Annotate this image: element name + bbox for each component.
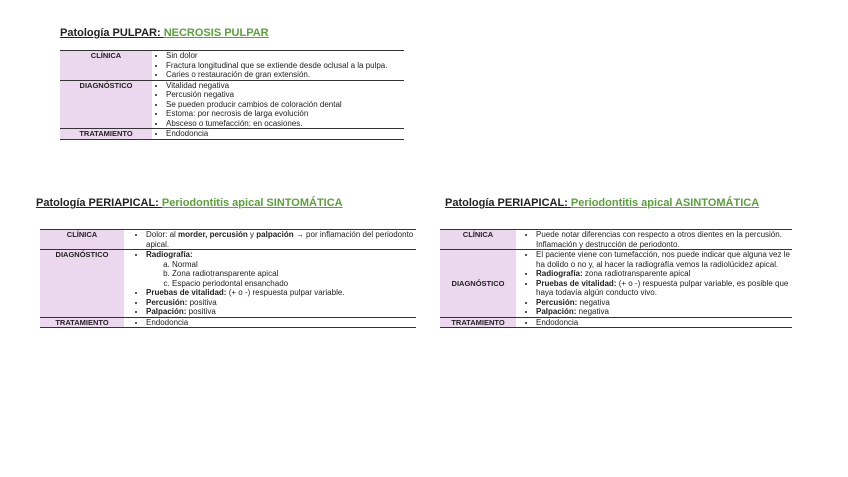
pulpar-row-tratamiento (60, 129, 404, 140)
row-label: CLÍNICA (440, 230, 516, 250)
list-item: • Puede notar diferencias con respecto a otros dientes en la percusión. Inflamación y destrucción de periodonto. (536, 230, 790, 249)
row-content (124, 250, 416, 318)
asintomatica-row-tratamiento (440, 317, 792, 328)
list-item (146, 288, 414, 298)
list-item: • Endodoncia (166, 129, 402, 139)
pulpar-title (60, 27, 269, 39)
asintomatica-title-prefix: Patología PERIAPICAL: (445, 197, 571, 209)
list-item: • Sin dolor (166, 51, 402, 61)
list-item (146, 230, 414, 249)
list-item (146, 298, 414, 308)
pulpar-title-prefix: Patología PULPAR: (60, 27, 164, 39)
asintomatica-row-diagnostico (440, 250, 792, 318)
asintomatica-table (440, 229, 792, 328)
text-bold: palpación (256, 230, 294, 239)
list-item (536, 307, 790, 317)
list-item: • Absceso o tumefacción: en ocasiones. (166, 119, 402, 129)
list-item: • Percusión negativa (166, 90, 402, 100)
text-span: positiva (186, 307, 216, 316)
row-content (124, 317, 416, 328)
list-item: • Fractura longitudinal que se extiende desde oclusal a la pulpa. (166, 61, 402, 71)
sintomatica-table (40, 229, 416, 328)
list-item (536, 298, 790, 308)
text-span: positiva (187, 297, 217, 307)
row-content (516, 317, 792, 328)
list-item: • Endodoncia (146, 318, 414, 328)
text-span: → por inflamación del periodonto apical. (146, 230, 414, 249)
text-span: (+ o -) respuesta pulpar variable. (226, 288, 345, 297)
list-item (536, 279, 790, 298)
sub-item: a. Normal (172, 260, 414, 270)
list-item: • Vitalidad negativa (166, 81, 402, 91)
text-bold: Palpación: (146, 307, 187, 316)
text-bold: Percusión: (536, 297, 578, 307)
row-content (152, 80, 404, 129)
list-item (146, 307, 414, 317)
sintomatica-row-tratamiento (40, 317, 416, 328)
row-label: DIAGNÓSTICO (40, 250, 124, 318)
row-label: DIAGNÓSTICO (60, 80, 152, 129)
pulpar-title-sub: NECROSIS PULPAR (163, 27, 269, 39)
sintomatica-title-prefix: Patología PERIAPICAL: (36, 197, 162, 209)
row-label: CLÍNICA (40, 230, 124, 250)
sub-item: b. Zona radiotransparente apical (172, 269, 414, 279)
sintomatica-title-sub: Periodontitis apical SINTOMÁTICA (161, 197, 343, 209)
list-item: • Endodoncia (536, 318, 790, 328)
row-content (124, 230, 416, 250)
list-item: • Se pueden producir cambios de coloración dental (166, 100, 402, 110)
pulpar-table (60, 50, 404, 140)
asintomatica-title-sub: Periodontitis apical ASINTOMÁTICA (570, 197, 760, 209)
sintomatica-title (36, 197, 343, 209)
list-item (146, 250, 414, 288)
row-content (152, 129, 404, 140)
text-bold: Pruebas de vitalidad: (536, 278, 617, 288)
list-item: • Estoma: por necrosis de larga evolución (166, 109, 402, 119)
row-label: CLÍNICA (60, 51, 152, 81)
text-span: negativa (576, 307, 609, 316)
text-bold: Radiografía: (536, 269, 583, 278)
pulpar-row-clinica (60, 51, 404, 81)
row-content (516, 250, 792, 318)
list-item: • Caries o restauración de gran extensión. (166, 70, 402, 80)
list-item (536, 269, 790, 279)
text-span: negativa (577, 297, 610, 307)
row-content (516, 230, 792, 250)
row-label: TRATAMIENTO (440, 317, 516, 328)
text-bold: Palpación: (536, 307, 577, 316)
text-bold: morder, percusión (178, 230, 248, 239)
text-bold: Radiografía: (146, 250, 193, 259)
row-label: TRATAMIENTO (60, 129, 152, 140)
sub-item: c. Espacio periodontal ensanchado (172, 279, 414, 289)
text-span: Dolor: al (146, 230, 179, 239)
asintomatica-row-clinica (440, 230, 792, 250)
pulpar-row-diagnostico (60, 80, 404, 129)
sintomatica-row-diagnostico (40, 250, 416, 318)
asintomatica-title (445, 197, 759, 209)
list-item: • El paciente viene con tumefacción, nos puede indicar que alguna vez le ha dolido o no y, al hacer la radiografía vemos la radiolúcidez apical. (536, 250, 790, 269)
row-label: DIAGNÓSTICO (440, 250, 516, 318)
sintomatica-row-clinica (40, 230, 416, 250)
row-content (152, 51, 404, 81)
text-span: (+ o -) respuesta pulpar variable, es posible que haya todavía algún conducto vivo. (536, 278, 789, 297)
text-span: y (247, 230, 257, 239)
text-bold: Pruebas de vitalidad: (146, 288, 227, 297)
text-span: zona radiotransparente apical (582, 269, 691, 278)
text-bold: Percusión: (146, 297, 188, 307)
row-label: TRATAMIENTO (40, 317, 124, 328)
